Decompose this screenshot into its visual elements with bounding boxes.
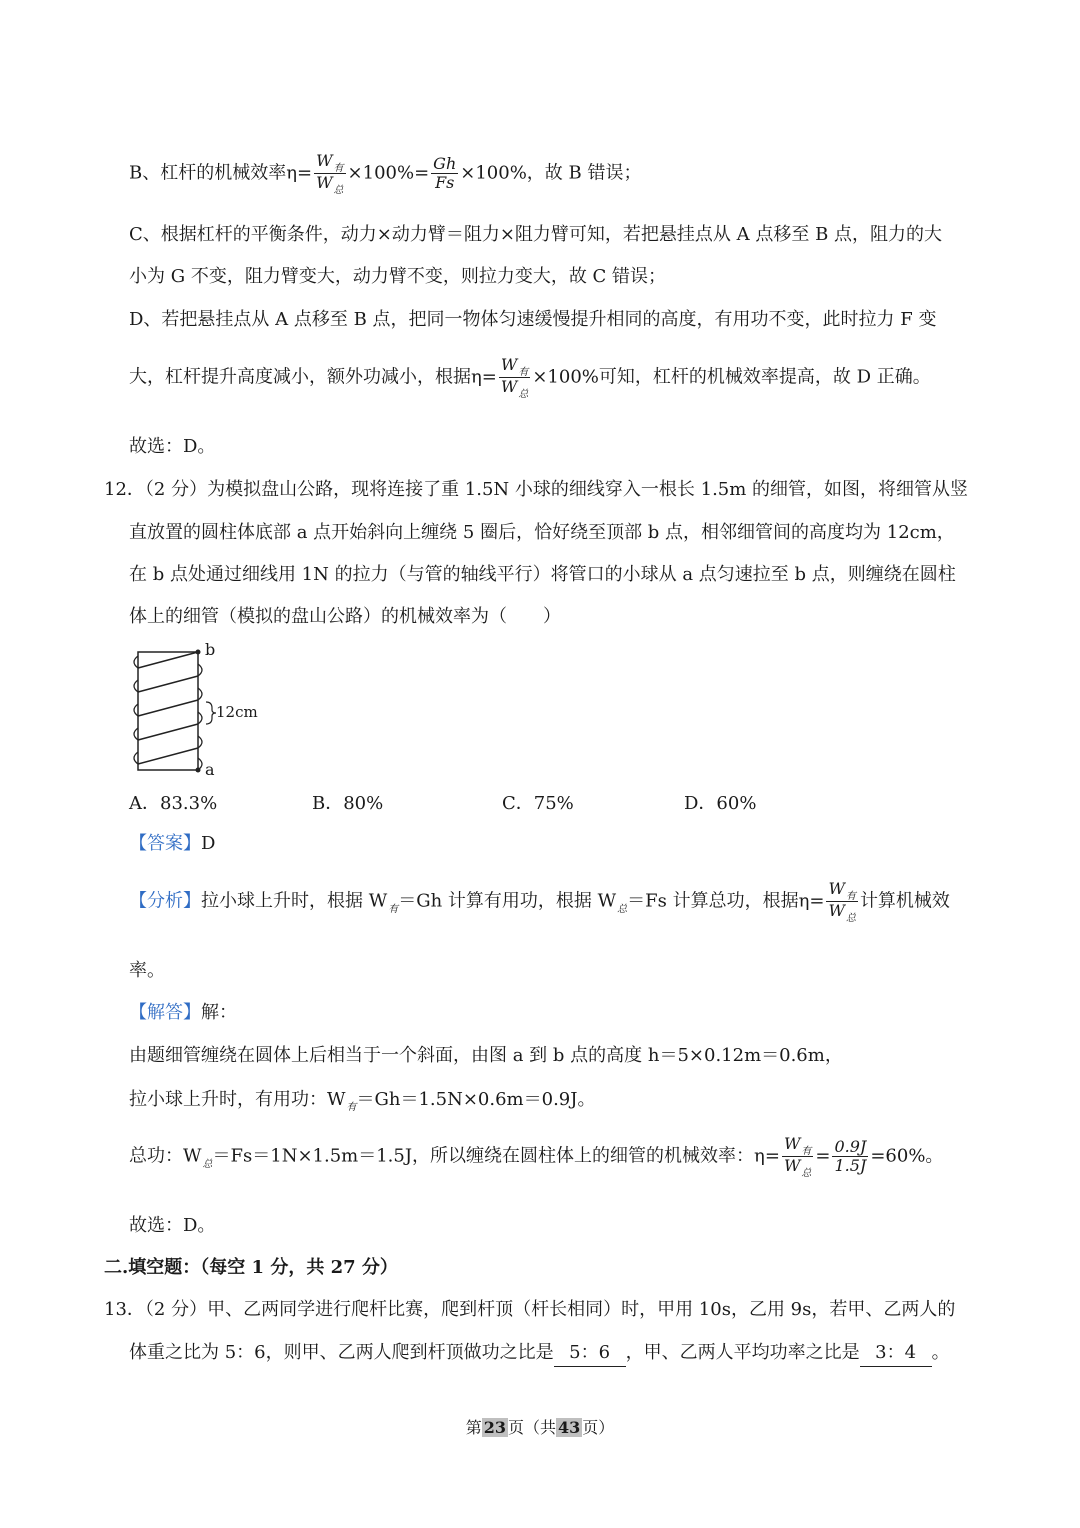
option-d: D．60%	[684, 793, 757, 814]
label-b: b	[205, 640, 216, 659]
blank-2: 3：4	[860, 1340, 932, 1367]
choose-answer-11: 故选：D。	[129, 436, 216, 457]
option-c-line-1: C、根据杠杆的平衡条件，动力×动力臂＝阻力×阻力臂可知，若把悬挂点从 A 点移至 B 点，阻力的大	[129, 224, 943, 245]
value-fraction: $\frac{0.9J}{1.5J}$	[834, 1137, 867, 1175]
choose-answer-12: 故选：D。	[129, 1215, 216, 1236]
efficiency-fraction: $\frac{W_有}{W_总}$	[783, 1134, 812, 1179]
blank-1: 5：6	[554, 1340, 626, 1367]
page-total: 43	[558, 1418, 581, 1437]
page-number: 23	[483, 1418, 506, 1437]
efficiency-fraction: $\frac{W_有}{W_总}$	[316, 151, 344, 196]
answer-tag: 【答案】	[129, 833, 201, 854]
q12-analysis-end: 率。	[129, 960, 165, 981]
q13-line-2: 体重之比为 5：6，则甲、乙两人爬到杆顶做功之比是 5：6 ，甲、乙两人平均功率之比是 3：4 。	[129, 1340, 950, 1367]
coil-figure	[128, 640, 268, 780]
solution-line-1: 由题细管缠绕在圆体上后相当于一个斜面，由图 a 到 b 点的高度 h＝5×0.12m＝0.6m，	[129, 1045, 843, 1066]
option-b: B．80%	[312, 793, 384, 814]
section-fill-blank-heading: 二.填空题：（每空 1 分，共 27 分）	[104, 1257, 398, 1278]
option-d-line-2: 大，杠杆提升高度减小，额外功减小，根据η= $\frac{W_有}{W_总}$ ×100%可知，杠杆的机械效率提高，故 D 正确。	[129, 355, 931, 400]
efficiency-fraction: $\frac{W_有}{W_总}$	[828, 879, 856, 924]
q12-line-4: 体上的细管（模拟的盘山公路）的机械效率为（ ）	[129, 606, 561, 627]
q13-line-1: 13．（2 分）甲、乙两同学进行爬杆比赛，爬到杆顶（杆长相同）时，甲用 10s，乙用 9s，若甲、乙两人的	[104, 1299, 956, 1320]
q12-line-1: 12．（2 分）为模拟盘山公路，现将连接了重 1.5N 小球的细线穿入一根长 1.5m 的细管，如图，将细管从竖	[104, 479, 969, 500]
q12-analysis: 【分析】拉小球上升时，根据 $W_有=Gh$ 计算有用功，根据 $W_总=Fs$ 计算总功，根据η= $\frac{W_有}{W_总}$ 计算机械效	[129, 879, 950, 924]
option-c: C．75%	[502, 793, 574, 814]
q12-answer: 【答案】D	[129, 833, 216, 854]
solution-line-2: 拉小球上升时，有用功：$W_有=Gh=1.5N\times 0.6m=0.9J$。	[129, 1089, 596, 1113]
option-a: A．83.3%	[129, 793, 218, 814]
efficiency-fraction: $\frac{W_有}{W_总}$	[500, 355, 529, 400]
option-d-line-1: D、若把悬挂点从 A 点移至 B 点，把同一物体匀速缓慢提升相同的高度，有用功不变，此时拉力 F 变	[129, 309, 937, 330]
solution-line-3: 总功：$W_总=Fs=1N\times 1.5m=1.5J$，所以缠绕在圆柱体上的细管的机械效率：η= $\frac{W_有}{W_总}$ = $\frac{0.9J}{1.5J}$ =60%。	[129, 1134, 944, 1179]
label-height: 12cm	[216, 703, 258, 721]
option-c-line-2: 小为 G 不变，阻力臂变大，动力臂不变，则拉力变大，故 C 错误；	[129, 266, 667, 287]
analysis-tag: 【分析】	[129, 890, 201, 912]
q12-line-2: 直放置的圆柱体底部 a 点开始斜向上缠绕 5 圈后，恰好绕至顶部 b 点，相邻细管间的高度均为 12cm，	[129, 522, 955, 543]
q12-line-3: 在 b 点处通过细线用 1N 的拉力（与管的轴线平行）将管口的小球从 a 点匀速拉至 b 点，则缠绕在圆柱	[129, 564, 956, 585]
page-footer: 第 23 页（共 43 页）	[465, 1418, 615, 1437]
gh-fs-fraction: $\frac{Gh}{Fs}$	[433, 154, 457, 192]
option-b-explanation: B、杠杆的机械效率η= $\frac{W_有}{W_总}$ ×100%= $\frac{Gh}{Fs}$ ×100%，故 B 错误；	[129, 151, 642, 196]
q12-solution: 【解答】解：	[129, 1002, 237, 1023]
label-a: a	[205, 760, 215, 779]
solution-tag: 【解答】	[129, 1002, 201, 1023]
